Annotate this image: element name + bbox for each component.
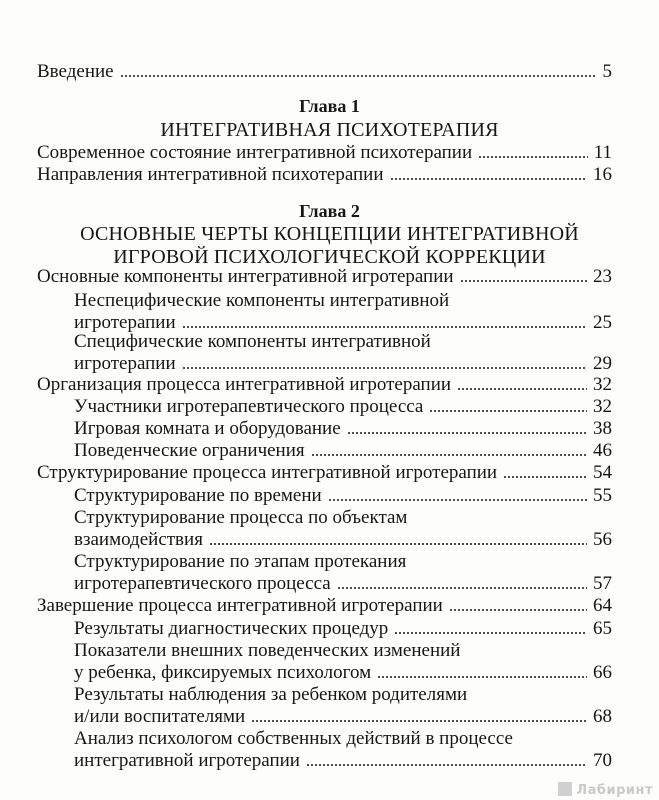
dot-leader: [120, 61, 597, 83]
dot-leader: [311, 440, 587, 462]
toc-entry-page: 5: [602, 61, 612, 82]
dot-leader: [503, 462, 587, 484]
labirint-logo-icon: [558, 782, 572, 796]
toc-entry-page: 29: [593, 353, 612, 374]
toc-entry-page: 68: [593, 706, 612, 727]
toc-entry-title: Организация процесса интегративной игротерапии: [37, 374, 452, 395]
dot-leader: [209, 529, 587, 551]
dot-leader: [182, 353, 587, 375]
toc-entry-title: Анализ психологом собственных действий в процессе: [74, 728, 513, 749]
toc-entry-page: 11: [593, 142, 612, 163]
toc-entry-title: и/или воспитателями: [74, 706, 246, 727]
dot-leader: [306, 750, 587, 772]
toc-entry-title: Результаты диагностических процедур: [74, 618, 389, 639]
toc-entry-title: игротерапевтического процесса: [74, 573, 331, 594]
chapter-1-title: ИНТЕГРАТИВНАЯ ПСИХОТЕРАПИЯ: [160, 119, 499, 141]
toc-entry-page: 64: [593, 595, 612, 616]
dot-leader: [478, 142, 588, 164]
toc-entry-page: 56: [593, 529, 612, 550]
chapter-2-title-line-2: ИГРОВОЙ ПСИХОЛОГИЧЕСКОЙ КОРРЕКЦИИ: [113, 246, 546, 268]
toc-entry-title: Неспецифические компоненты интегративной: [74, 290, 450, 311]
toc-entry-page: 65: [593, 618, 612, 639]
toc-entry-title: игротерапии: [74, 312, 176, 333]
dot-leader: [429, 396, 587, 418]
toc-entry-title: Основные компоненты интегративной игротерапии: [37, 266, 454, 287]
dot-leader: [390, 164, 587, 186]
toc-entry-title: Современное состояние интегративной психотерапии: [37, 142, 473, 163]
toc-entry-title: Структурирование по времени: [74, 485, 322, 506]
toc-entry-title: Поведенческие ограничения: [74, 440, 305, 461]
toc-entry-title: Введение: [37, 61, 114, 82]
toc-entry-page: 23: [593, 266, 612, 287]
toc-entry-title: у ребенка, фиксируемых психологом: [74, 662, 372, 683]
dot-leader: [377, 662, 587, 684]
dot-leader: [457, 374, 587, 396]
dot-leader: [394, 618, 587, 640]
toc-entry-title: Результаты наблюдения за ребенком родителями: [74, 684, 468, 705]
toc-entry-title: интегративной игротерапии: [74, 750, 300, 771]
toc-entry-page: 16: [593, 164, 612, 185]
dot-leader: [460, 266, 587, 288]
toc-entry-title: Структурирование процесса по объектам: [74, 507, 408, 528]
toc-entry-title: Структурирование процесса интегративной игротерапии: [37, 462, 498, 483]
toc-entry-title: игротерапии: [74, 353, 176, 374]
chapter-1-label: Глава 1: [299, 96, 360, 116]
toc-entry-title: Структурирование по этапам протекания: [74, 551, 407, 572]
toc-entry-page: 38: [593, 418, 612, 439]
labirint-watermark: Лабиринт: [558, 782, 653, 798]
toc-entry-title: Участники игротерапевтического процесса: [74, 396, 424, 417]
toc-entry-page: 66: [593, 662, 612, 683]
toc-entry-page: 54: [593, 462, 612, 483]
toc-entry-page: 25: [593, 312, 612, 333]
chapter-2-label: Глава 2: [299, 201, 360, 221]
toc-entry-title: взаимодействия: [74, 529, 203, 550]
dot-leader: [337, 573, 587, 595]
toc-entry-title: Направления интегративной психотерапии: [37, 164, 384, 185]
dot-leader: [251, 706, 587, 728]
toc-entry-page: 57: [593, 573, 612, 594]
dot-leader: [328, 485, 587, 507]
toc-entry-title: Игровая комната и оборудование: [74, 418, 341, 439]
toc-entry-title: Завершение процесса интегративной игротерапии: [37, 595, 443, 616]
toc-entry-page: 32: [593, 396, 612, 417]
chapter-2-title-line-1: ОСНОВНЫЕ ЧЕРТЫ КОНЦЕПЦИИ ИНТЕГРАТИВНОЙ: [80, 223, 579, 245]
toc-entry-title: Специфические компоненты интегративной: [74, 331, 431, 352]
dot-leader: [449, 595, 587, 617]
toc-entry-title: Показатели внешних поведенческих изменений: [74, 640, 461, 661]
dot-leader: [347, 418, 587, 440]
toc-entry-page: 32: [593, 374, 612, 395]
toc-entry-page: 46: [593, 440, 612, 461]
toc-entry-page: 55: [593, 485, 612, 506]
toc-entry-page: 70: [593, 750, 612, 771]
